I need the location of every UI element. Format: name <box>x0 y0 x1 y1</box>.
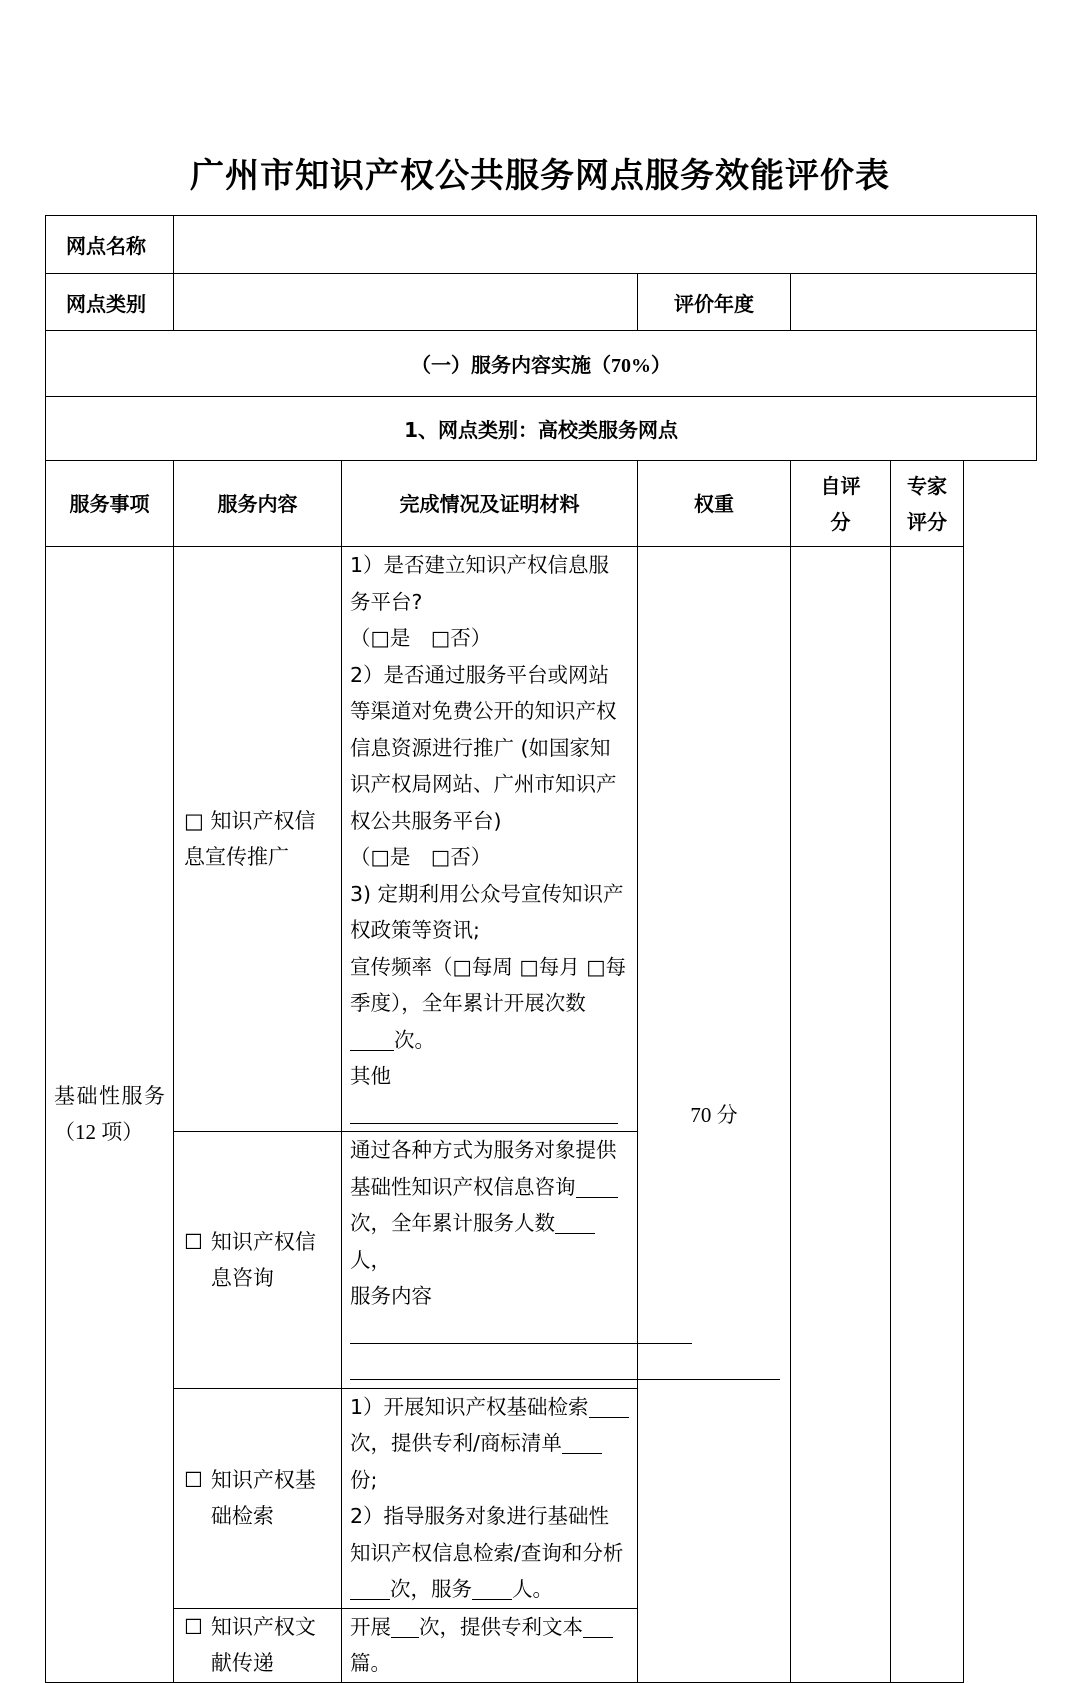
col-completion: 完成情况及证明材料 <box>342 461 638 547</box>
service-document-delivery <box>174 1608 342 1682</box>
fill-blank[interactable] <box>391 1616 419 1638</box>
section-heading <box>46 331 1037 397</box>
outlet-name-row <box>46 216 1037 274</box>
completion-text: 宣传频率（□每周 □每月 □每季度），全年累计开展次数 <box>350 954 627 1015</box>
checkbox-icon[interactable]: ☐ <box>184 1229 203 1254</box>
service-label: 知识产权文献传递 <box>210 1615 316 1675</box>
column-header-row <box>46 461 1037 547</box>
completion-text: 份; <box>350 1467 378 1492</box>
col-self-score-line1: 自评 <box>820 473 861 498</box>
outlet-type-value[interactable] <box>174 274 638 331</box>
completion-consultation <box>342 1132 638 1389</box>
col-expert-score <box>891 461 964 547</box>
completion-line: 2）是否通过服务平台或网站等渠道对免费公开的知识产权信息资源进行推广 (如国家知识产权局网站、广州市知识产权公共服务平台) <box>350 662 617 833</box>
basic-service-cell <box>46 547 174 1683</box>
completion-line <box>350 1058 629 1131</box>
outlet-type-row <box>46 274 1037 331</box>
outlet-name-label: 网点名称 <box>46 216 174 274</box>
fill-blank[interactable] <box>472 1579 512 1601</box>
fill-blank[interactable] <box>555 1213 595 1235</box>
eval-year-label: 评价年度 <box>638 274 791 331</box>
completion-line <box>350 1132 629 1278</box>
col-service-item: 服务事项 <box>46 461 174 547</box>
page-title: 广州市知识产权公共服务网点服务效能评价表 <box>190 156 890 196</box>
service-label: 知识产权基础检索 <box>210 1468 316 1528</box>
checkbox-icon[interactable]: ☐ <box>184 1468 203 1492</box>
outlet-type-label: 网点类别 <box>46 274 174 331</box>
completion-text: 服务内容 <box>350 1284 432 1308</box>
completion-line <box>350 949 629 1059</box>
checkbox-icon[interactable]: ☐ <box>184 1615 203 1639</box>
section-percent: （70%） <box>591 355 672 377</box>
service-label: 知识产权信息咨询 <box>210 1229 316 1290</box>
completion-document-delivery <box>342 1608 638 1682</box>
self-score-cell[interactable] <box>791 547 891 1683</box>
outlet-name-value[interactable] <box>174 216 1037 274</box>
eval-year-value[interactable] <box>791 274 1037 331</box>
subsection-heading: 1、网点类别：高校类服务网点 <box>46 397 1037 461</box>
completion-promotion <box>342 547 638 1132</box>
completion-line[interactable]: （□是 □否） <box>350 845 492 869</box>
section-row <box>46 331 1037 397</box>
completion-text: 次，服务 <box>390 1577 472 1601</box>
completion-text: 人， <box>350 1247 391 1272</box>
completion-text: 通过各种方式为服务对象提供基础性知识产权信息咨询 <box>350 1138 617 1199</box>
fill-blank[interactable] <box>589 1396 629 1418</box>
completion-text: 次，提供专利/商标清单 <box>350 1431 562 1455</box>
completion-text: 次，全年累计服务人数 <box>350 1211 555 1235</box>
service-promotion: □ 知识产权信息宣传推广 <box>174 547 342 1132</box>
service-consultation <box>174 1132 342 1389</box>
fill-blank[interactable] <box>576 1176 618 1198</box>
completion-text: 1）开展知识产权基础检索 <box>350 1394 589 1419</box>
weight-value: 70 分 <box>638 547 791 1683</box>
completion-text: 次。 <box>394 1027 435 1052</box>
completion-line <box>350 1389 629 1499</box>
col-self-score <box>791 461 891 547</box>
basic-service-count: （12 项） <box>54 1120 144 1145</box>
completion-text: 开展 <box>350 1614 391 1639</box>
completion-text: 其他 <box>350 1064 391 1088</box>
col-expert-score-line2: 评分 <box>907 509 947 534</box>
completion-text: 篇。 <box>350 1651 391 1675</box>
fill-blank[interactable] <box>350 1102 618 1124</box>
completion-line: 1）是否建立知识产权信息服务平台? <box>350 553 610 614</box>
table-row <box>46 547 1037 1132</box>
completion-search <box>342 1388 638 1608</box>
completion-line <box>350 1609 629 1682</box>
fill-blank[interactable] <box>350 1029 394 1051</box>
col-self-score-line2: 分 <box>830 509 851 534</box>
subsection-row <box>46 397 1037 461</box>
col-service-content: 服务内容 <box>174 461 342 547</box>
completion-line <box>350 1351 629 1388</box>
service-search <box>174 1388 342 1608</box>
completion-line <box>350 1278 629 1351</box>
fill-blank[interactable] <box>350 1579 390 1601</box>
fill-blank[interactable] <box>350 1322 692 1344</box>
completion-text: 2）指导服务对象进行基础性知识产权信息检索/查询和分析 <box>350 1504 624 1565</box>
basic-service-label: 基础性服务 <box>54 1084 165 1109</box>
completion-line[interactable]: （□是 □否） <box>350 626 492 650</box>
col-expert-score-line1: 专家 <box>907 473 947 498</box>
completion-line: 3) 定期利用公众号宣传知识产权政策等资讯; <box>350 881 624 942</box>
fill-blank[interactable] <box>562 1433 602 1455</box>
fill-blank[interactable] <box>350 1359 780 1381</box>
completion-line <box>350 1498 629 1608</box>
section-heading-text: （一）服务内容实施 <box>411 353 592 377</box>
evaluation-table <box>45 215 1037 1683</box>
completion-text: 次，提供专利文本 <box>419 1614 583 1639</box>
completion-text: 人。 <box>512 1577 553 1601</box>
expert-score-cell[interactable] <box>891 547 964 1683</box>
col-weight: 权重 <box>638 461 791 547</box>
fill-blank[interactable] <box>583 1616 613 1638</box>
